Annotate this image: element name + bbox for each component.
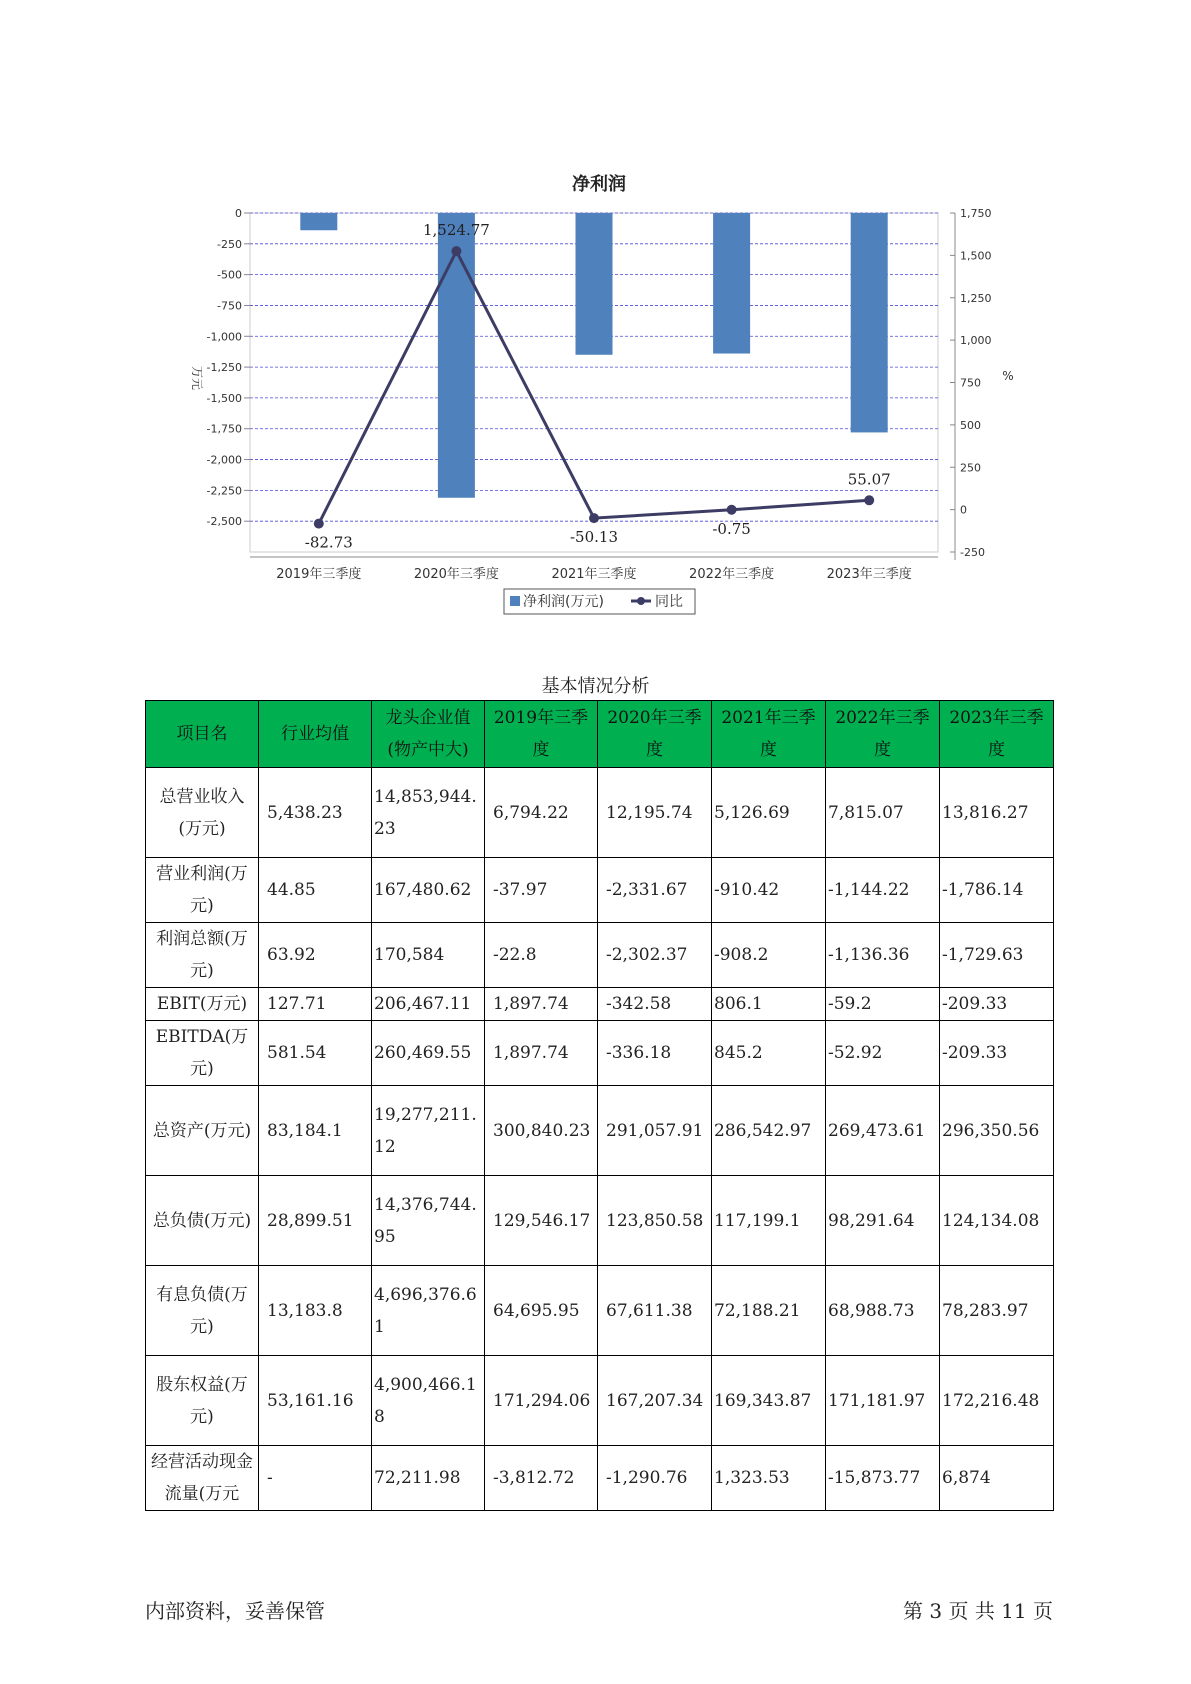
y2-axis-label: % xyxy=(1002,369,1014,383)
row-name-cell: 股东权益(万元) xyxy=(146,1356,259,1446)
table-cell: 1,897.74 xyxy=(485,988,598,1021)
y-axis-label: 万元 xyxy=(190,365,204,391)
net-profit-chart xyxy=(0,0,1191,640)
x-tick-label: 2021年三季度 xyxy=(551,567,637,582)
table-cell: -59.2 xyxy=(826,988,940,1021)
table-cell: 260,469.55 xyxy=(372,1021,485,1086)
table-cell: 300,840.23 xyxy=(485,1086,598,1176)
bar xyxy=(851,213,888,432)
row-name-cell: 营业利润(万元) xyxy=(146,858,259,923)
table-row xyxy=(146,1446,1054,1511)
footer-confidential-note: 内部资料，妥善保管 xyxy=(145,1599,325,1623)
bar xyxy=(576,213,613,355)
y2-tick-label: -250 xyxy=(960,546,985,559)
table-cell: 12,195.74 xyxy=(598,768,712,858)
y-tick-label: -500 xyxy=(217,268,242,282)
table-header-cell: 项目名 xyxy=(146,701,259,768)
table-cell: -336.18 xyxy=(598,1021,712,1086)
line-point xyxy=(451,246,461,256)
table-header-cell: 龙头企业值(物产中大) xyxy=(372,701,485,768)
table-header-cell: 2022年三季度 xyxy=(826,701,940,768)
table-cell: -910.42 xyxy=(712,858,826,923)
table-cell: 127.71 xyxy=(259,988,372,1021)
table-cell: 5,126.69 xyxy=(712,768,826,858)
table-cell: 63.92 xyxy=(259,923,372,988)
table-cell: 14,376,744.95 xyxy=(372,1176,485,1266)
table-cell: -22.8 xyxy=(485,923,598,988)
y-tick-label: -750 xyxy=(217,299,242,313)
table-cell: 296,350.56 xyxy=(940,1086,1054,1176)
table-cell: 129,546.17 xyxy=(485,1176,598,1266)
table-cell: 53,161.16 xyxy=(259,1356,372,1446)
line-point xyxy=(589,513,599,523)
table-cell: 1,897.74 xyxy=(485,1021,598,1086)
y2-tick-label: 250 xyxy=(960,461,981,475)
table-cell: -209.33 xyxy=(940,1021,1054,1086)
table-cell: 28,899.51 xyxy=(259,1176,372,1266)
table-cell: 172,216.48 xyxy=(940,1356,1054,1446)
table-cell: 98,291.64 xyxy=(826,1176,940,1266)
x-tick-label: 2022年三季度 xyxy=(689,567,775,582)
bar xyxy=(713,213,750,354)
table-cell: 6,874 xyxy=(940,1446,1054,1511)
table-cell: -15,873.77 xyxy=(826,1446,940,1511)
table-cell: -1,786.14 xyxy=(940,858,1054,923)
y2-tick-label: 1,750 xyxy=(960,207,992,220)
table-cell: 13,183.8 xyxy=(259,1266,372,1356)
table-cell: - xyxy=(259,1446,372,1511)
table-cell: 581.54 xyxy=(259,1021,372,1086)
table-cell: 4,696,376.61 xyxy=(372,1266,485,1356)
chart-svg xyxy=(0,0,1191,640)
table-cell: 845.2 xyxy=(712,1021,826,1086)
row-name-cell: 有息负债(万元) xyxy=(146,1266,259,1356)
y2-tick-label: 1,500 xyxy=(960,249,992,263)
table-row xyxy=(146,1266,1054,1356)
table-cell: -209.33 xyxy=(940,988,1054,1021)
table-cell: 68,988.73 xyxy=(826,1266,940,1356)
y-tick-label: -2,250 xyxy=(206,484,242,498)
table-cell: 7,815.07 xyxy=(826,768,940,858)
table-header-cell: 2023年三季度 xyxy=(940,701,1054,768)
table-cell: -908.2 xyxy=(712,923,826,988)
y-tick-label: -250 xyxy=(217,237,242,251)
legend-bar-label: 净利润(万元) xyxy=(523,594,604,610)
legend-line-marker xyxy=(637,597,645,605)
row-name-cell: 利润总额(万元) xyxy=(146,923,259,988)
table-cell: 4,900,466.18 xyxy=(372,1356,485,1446)
basic-analysis-table xyxy=(145,700,1054,1511)
table-row xyxy=(146,1176,1054,1266)
table-cell: -52.92 xyxy=(826,1021,940,1086)
table-title: 基本情况分析 xyxy=(541,676,650,697)
row-name-cell: EBIT(万元) xyxy=(146,988,259,1021)
table-header-row xyxy=(146,701,1054,768)
table-cell: 14,853,944.23 xyxy=(372,768,485,858)
table-row xyxy=(146,1086,1054,1176)
table-cell: 291,057.91 xyxy=(598,1086,712,1176)
x-tick-label: 2019年三季度 xyxy=(276,567,362,582)
table-cell: -3,812.72 xyxy=(485,1446,598,1511)
data-label: -50.13 xyxy=(569,528,619,547)
y-tick-label: 0 xyxy=(235,207,242,220)
table-header-cell: 2019年三季度 xyxy=(485,701,598,768)
table-cell: 64,695.95 xyxy=(485,1266,598,1356)
y-tick-label: -1,250 xyxy=(206,361,242,375)
table-cell: 44.85 xyxy=(259,858,372,923)
table-cell: 67,611.38 xyxy=(598,1266,712,1356)
data-label: 1,524.77 xyxy=(423,221,490,240)
data-label: 55.07 xyxy=(847,470,891,489)
table-row xyxy=(146,858,1054,923)
y-tick-label: -1,000 xyxy=(206,330,242,344)
table-cell: -1,136.36 xyxy=(826,923,940,988)
line-point xyxy=(727,505,737,515)
y-tick-label: -1,500 xyxy=(206,391,242,405)
row-name-cell: 总负债(万元) xyxy=(146,1176,259,1266)
table-cell: -1,144.22 xyxy=(826,858,940,923)
x-tick-label: 2020年三季度 xyxy=(413,567,499,582)
table-cell: 170,584 xyxy=(372,923,485,988)
table-cell: 167,480.62 xyxy=(372,858,485,923)
y2-tick-label: 0 xyxy=(960,503,967,517)
table-header-cell: 行业均值 xyxy=(259,701,372,768)
x-tick-label: 2023年三季度 xyxy=(826,567,912,582)
table-cell: 123,850.58 xyxy=(598,1176,712,1266)
table-cell: 72,188.21 xyxy=(712,1266,826,1356)
row-name-cell: 总资产(万元) xyxy=(146,1086,259,1176)
y2-tick-label: 500 xyxy=(960,418,981,432)
table-cell: 167,207.34 xyxy=(598,1356,712,1446)
y2-tick-label: 750 xyxy=(960,376,981,390)
table-cell: -2,302.37 xyxy=(598,923,712,988)
table-cell: 286,542.97 xyxy=(712,1086,826,1176)
y-tick-label: -2,500 xyxy=(206,515,242,529)
table-row xyxy=(146,988,1054,1021)
table-cell: 171,181.97 xyxy=(826,1356,940,1446)
table-cell: 124,134.08 xyxy=(940,1176,1054,1266)
table-cell: 117,199.1 xyxy=(712,1176,826,1266)
table-row xyxy=(146,768,1054,858)
table-cell: 72,211.98 xyxy=(372,1446,485,1511)
row-name-cell: 经营活动现金流量(万元 xyxy=(146,1446,259,1511)
table-cell: 19,277,211.12 xyxy=(372,1086,485,1176)
table-body xyxy=(146,768,1054,1511)
data-label: -82.73 xyxy=(304,533,353,552)
y-tick-label: -1,750 xyxy=(206,422,242,436)
table-cell: -37.97 xyxy=(485,858,598,923)
table-header-cell: 2021年三季度 xyxy=(712,701,826,768)
table-cell: 1,323.53 xyxy=(712,1446,826,1511)
table-cell: 6,794.22 xyxy=(485,768,598,858)
table-cell: 83,184.1 xyxy=(259,1086,372,1176)
chart-title: 净利润 xyxy=(572,174,626,195)
table-cell: 169,343.87 xyxy=(712,1356,826,1446)
footer-page-number: 第 3 页 共 11 页 xyxy=(903,1599,1053,1623)
row-name-cell: 总营业收入(万元) xyxy=(146,768,259,858)
table-cell: 13,816.27 xyxy=(940,768,1054,858)
table-cell: 269,473.61 xyxy=(826,1086,940,1176)
table-header-cell: 2020年三季度 xyxy=(598,701,712,768)
table-row xyxy=(146,923,1054,988)
table-cell: 806.1 xyxy=(712,988,826,1021)
y2-tick-label: 1,250 xyxy=(960,291,992,305)
y2-tick-label: 1,000 xyxy=(960,334,992,348)
legend-bar-swatch xyxy=(510,596,520,606)
legend-line-label: 同比 xyxy=(655,594,683,610)
data-label: -0.75 xyxy=(712,519,751,538)
table-cell: 78,283.97 xyxy=(940,1266,1054,1356)
row-name-cell: EBITDA(万元) xyxy=(146,1021,259,1086)
table-cell: -2,331.67 xyxy=(598,858,712,923)
table-row xyxy=(146,1356,1054,1446)
table-cell: 5,438.23 xyxy=(259,768,372,858)
table-cell: -1,290.76 xyxy=(598,1446,712,1511)
bar xyxy=(300,213,337,230)
table-cell: -342.58 xyxy=(598,988,712,1021)
y-tick-label: -2,000 xyxy=(206,453,242,467)
line-point xyxy=(864,495,874,505)
table-row xyxy=(146,1021,1054,1086)
table-cell: 171,294.06 xyxy=(485,1356,598,1446)
table-cell: 206,467.11 xyxy=(372,988,485,1021)
line-point xyxy=(314,519,324,529)
table-cell: -1,729.63 xyxy=(940,923,1054,988)
